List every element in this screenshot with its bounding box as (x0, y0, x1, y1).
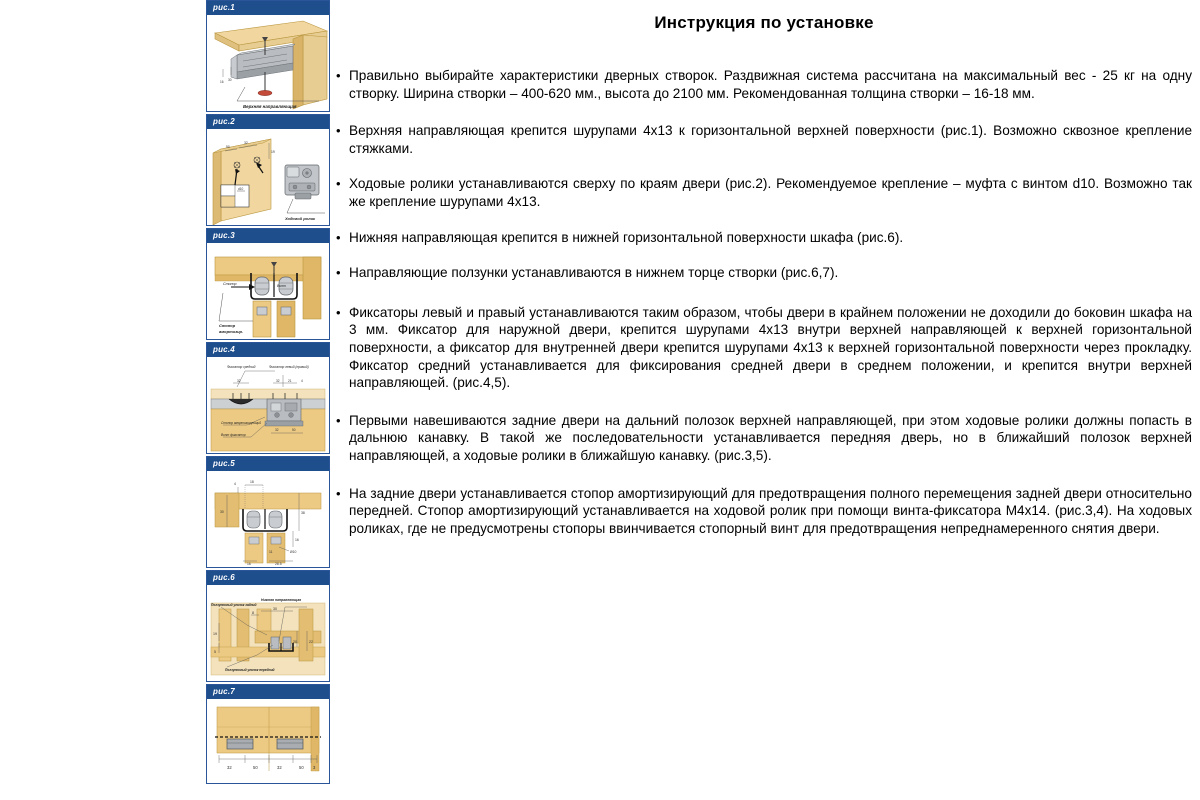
figure-1-canvas (207, 15, 329, 112)
instruction-text: Правильно выбирайте характеристики дверных створок. Раздвижная система рассчитана на максимальный вес - 25 кг на одну створку. Ширина створки – 400-620 мм., высота до 2100 мм. Рекомендованная толщина створки – 16-18 мм. (349, 68, 1192, 101)
bullet-icon: • (336, 123, 341, 139)
figure-2-label: рис.2 (213, 117, 235, 126)
figure-3-caption: Стопор (219, 323, 236, 328)
instruction-item-top-guide (336, 122, 1192, 157)
svg-text:Стопор: Стопор (223, 282, 237, 286)
instruction-item-bottom-guide (336, 229, 1192, 247)
figure-1-label: рис.1 (213, 3, 235, 12)
svg-text:38: 38 (301, 511, 305, 515)
figure-4-drawing (207, 357, 329, 454)
svg-text:11: 11 (269, 550, 273, 554)
svg-text:30: 30 (220, 510, 224, 514)
figure-6-header (207, 571, 329, 585)
svg-text:32: 32 (277, 765, 282, 770)
svg-text:19: 19 (271, 150, 275, 154)
svg-text:4: 4 (301, 379, 303, 383)
instruction-item-rollers (336, 175, 1192, 210)
svg-text:Винт фиксатор: Винт фиксатор (221, 433, 246, 437)
instruction-text: Первыми навешиваются задние двери на дальний полозок верхней направляющей, при этом ходовые ролики должны попасть в дальнюю канавку. В такой же последовательности устанавливается передняя дверь, но в ближайший полозок верхней направляющей, а ходовые ролики в ближайшую канавку. (рис.3,5). (349, 412, 1192, 463)
svg-text:22: 22 (309, 640, 313, 644)
figure-6-annotation-top: Нижняя направляющая (261, 598, 302, 602)
instruction-item-hanging-order (336, 412, 1192, 465)
instruction-text: Верхняя направляющая крепится шурупами 4х13 к горизонтальной верхней поверхности (рис.1). Возможно сквозное крепление стяжками. (349, 123, 1192, 156)
svg-text:32: 32 (227, 765, 232, 770)
instruction-text: Нижняя направляющая крепится в нижней горизонтальной поверхности шкафа (рис.6). (349, 229, 904, 245)
instruction-item-door-specs (336, 67, 1192, 102)
svg-text:32: 32 (244, 141, 248, 145)
bullet-icon: • (336, 229, 341, 245)
figure-4-label: рис.4 (213, 345, 235, 354)
svg-text:28.5: 28.5 (275, 562, 282, 566)
svg-text:21: 21 (288, 379, 292, 383)
svg-text:3: 3 (313, 765, 316, 770)
figure-5-label: рис.5 (213, 459, 235, 468)
svg-text:Фиксатор левый (правый): Фиксатор левый (правый) (269, 365, 309, 369)
figure-1 (206, 0, 330, 112)
instruction-list (336, 67, 1192, 537)
bullet-icon: • (336, 68, 341, 83)
figure-5-header (207, 457, 329, 471)
figure-3-header (207, 229, 329, 243)
instruction-text: Фиксаторы левый и правый устанавливаются таким образом, чтобы двери в крайнем положении не доходили до боковин шкафа на 3 мм. Фиксатор для наружной двери, крепится шурупами 4х13 внутри верхней направляющей к верхней горизонтальной поверхности, а фиксатор для внутренней двери крепится шурупами 4х13 к верхней горизонтальной поверхности через прокладку. Фиксатор средний устанавливается для фиксирования средней двери в среднем положении, и крепится внутри верхней направляющей. (рис.4,5). (349, 304, 1192, 391)
svg-text:30: 30 (228, 78, 232, 82)
figure-3-label: рис.3 (213, 231, 235, 240)
instruction-item-fixators (336, 304, 1192, 392)
page-title: Инструкция по установке (654, 13, 874, 32)
svg-text:d10: d10 (238, 187, 244, 191)
figure-4 (206, 342, 330, 454)
figure-3-drawing (207, 243, 329, 340)
figure-6 (206, 570, 330, 682)
figure-6-annotation-rear: Ползунковый уголок задний (211, 603, 257, 607)
svg-text:Стопор амортизирующий: Стопор амортизирующий (221, 421, 261, 425)
svg-text:19: 19 (213, 632, 217, 636)
figure-5 (206, 456, 330, 568)
figure-2-header (207, 115, 329, 129)
svg-text:5: 5 (214, 650, 216, 654)
svg-text:Винт: Винт (277, 284, 286, 288)
svg-text:32: 32 (275, 428, 279, 432)
instruction-item-damper-stopper (336, 485, 1192, 538)
svg-text:амортизир.: амортизир. (219, 329, 244, 334)
bullet-icon: • (336, 304, 341, 320)
figure-2-drawing (207, 129, 329, 226)
svg-text:30: 30 (273, 607, 277, 611)
svg-text:50: 50 (226, 145, 230, 149)
figure-7-header (207, 685, 329, 699)
figure-6-canvas (207, 585, 329, 682)
figure-5-drawing (207, 471, 329, 568)
figure-3 (206, 228, 330, 340)
svg-text:8: 8 (252, 611, 254, 615)
instruction-text: Направляющие ползунки устанавливаются в нижнем торце створки (рис.6,7). (349, 265, 839, 281)
figure-5-canvas (207, 471, 329, 568)
svg-text:20: 20 (293, 640, 297, 644)
content-column (336, 0, 1192, 800)
figure-6-annotation-front: Ползунковый уголок передний (225, 668, 275, 672)
figure-2-caption: Ходовой ролик (285, 216, 316, 221)
svg-text:16: 16 (295, 538, 299, 542)
svg-text:Фиксатор средний: Фиксатор средний (227, 365, 256, 369)
svg-text:16: 16 (247, 562, 251, 566)
figure-column (206, 0, 330, 800)
svg-text:50: 50 (299, 765, 304, 770)
figure-4-header (207, 343, 329, 357)
figure-1-caption: Верхняя направляющая (243, 104, 297, 109)
svg-text:18: 18 (250, 480, 254, 484)
svg-text:Ø10: Ø10 (290, 550, 297, 554)
figure-2 (206, 114, 330, 226)
svg-text:32: 32 (237, 379, 241, 383)
svg-text:50: 50 (253, 765, 258, 770)
svg-text:32: 32 (276, 379, 280, 383)
figure-3-canvas (207, 243, 329, 340)
figure-1-header (207, 1, 329, 15)
svg-text:16: 16 (220, 80, 224, 84)
figure-7-drawing (207, 699, 329, 784)
figure-1-drawing (207, 15, 329, 112)
figure-7-label: рис.7 (213, 687, 235, 696)
bullet-icon: • (336, 176, 341, 192)
figure-7 (206, 684, 330, 784)
instruction-text: На задние двери устанавливается стопор амортизирующий для предотвращения полного перемещения задней двери относительно передней. Стопор амортизирующий устанавливается на ходовой ролик при помощи винта-фиксатора М4х14. (рис.3,4). На ходовых роликах, где не предусмотрены стопоры ввинчивается стопорный винт для предотвращения непреднамеренного снятия двери. (349, 485, 1192, 536)
figure-6-label: рис.6 (213, 573, 235, 582)
figure-7-canvas (207, 699, 329, 784)
instruction-text: Ходовые ролики устанавливаются сверху по краям двери (рис.2). Рекомендуемое крепление – муфта с винтом d10. Возможно так же крепление шурупами 4х13. (349, 176, 1192, 209)
svg-text:4: 4 (234, 482, 236, 486)
figure-6-drawing (207, 585, 329, 682)
instruction-item-sliders (336, 264, 1192, 282)
svg-text:50: 50 (292, 428, 296, 432)
bullet-icon: • (336, 485, 341, 501)
figure-4-canvas (207, 357, 329, 454)
bullet-icon: • (336, 265, 341, 281)
figure-2-canvas (207, 129, 329, 226)
bullet-icon: • (336, 412, 341, 428)
